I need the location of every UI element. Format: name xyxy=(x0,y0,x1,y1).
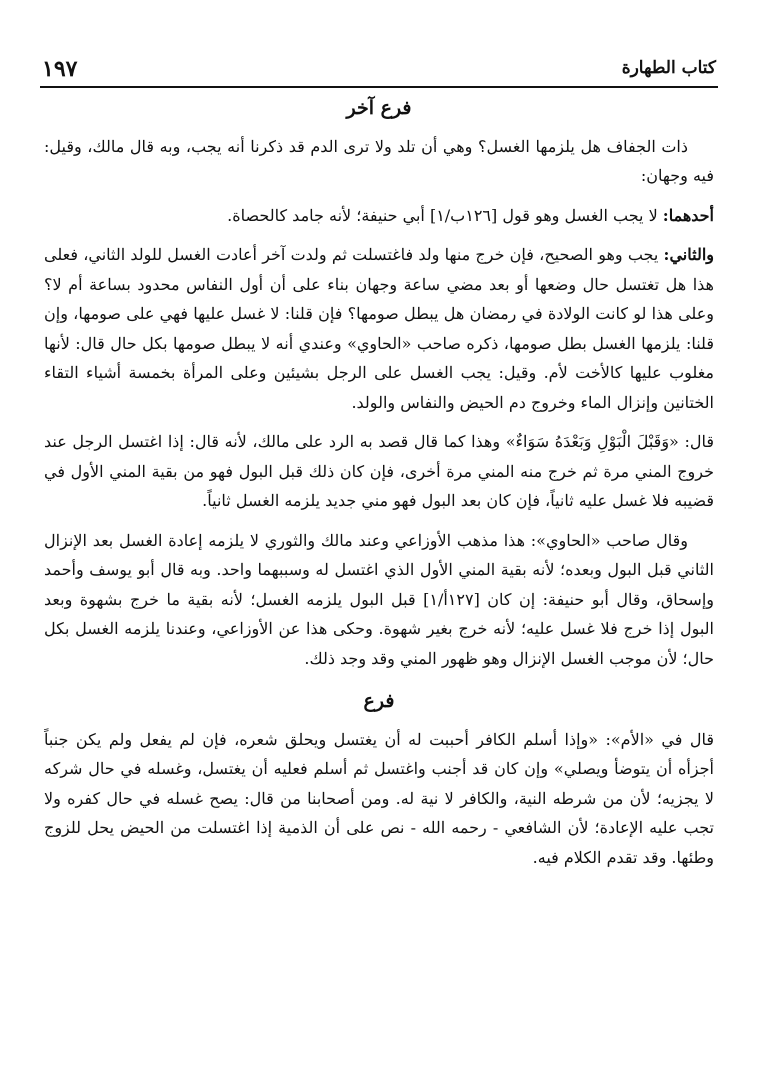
section-title-far-akhar: فرع آخر xyxy=(346,97,412,119)
paragraph-dry-birth: ذات الجفاف هل يلزمها الغسل؟ وهي أن تلد ولا ترى الدم قد ذكرنا أنه يجب، وبه قال مالك، وقيل: فيه وجهان: xyxy=(44,136,714,185)
paragraph-convert-ghusl: قال في «الأم»: «وإذا أسلم الكافر أحببت له أن يغتسل ويحلق شعره، فإن لم يفعل ولم يكن جنباً أجزأه أن يتوضأ ويصلي» وإن كان قد أجنب واغتسل ثم أسلم فعليه أن يغتسل، وغسله في حال شركه لا يجزيه؛ لأن من شرطه النية، والكافر لا نية له. ومن أصحابنا من قال: يصح غسله في حال كفره ولا تجب عليه الإعادة؛ لأن الشافعي - رحمه الله - نص على أن الذمية إذا اغتسلت من الحيض يحل للزوج وطئها. وقد تقدم الكلام فيه. xyxy=(44,729,714,867)
paragraph-first-view xyxy=(44,201,714,231)
paragraph-text: لا يجب الغسل وهو قول [١٢٦ب/١] أبي حنيفة؛ لأنه جامد كالحصاة. xyxy=(227,205,663,225)
paragraph-lead: أحدهما: xyxy=(662,205,714,225)
page-header xyxy=(40,52,718,88)
paragraph-hawi-opinion: وقال صاحب «الحاوي»: هذا مذهب الأوزاعي وعند مالك والثوري لا يلزمه إعادة الغسل بعد الإنزال الثاني قبل البول وبعده؛ لأنه بقية المني الأول الذي اغتسل له وسببهما واحد. وبه قال أبو يوسف وأحمد وإسحاق، وقال أبو حنيفة: إن كان [١٢٧أ/١] قبل البول يلزمه الغسل؛ لأنه بقية ما خرج بشهوة وبعد البول إذا خرج فلا غسل عليه؛ لأنه خرج بغير شهوة. وحكى هذا عن الأوزاعي، وعندنا يلزمه الغسل بكل حال؛ لأن موجب الغسل الإنزال وهو ظهور المني وقد وجد ذلك. xyxy=(44,530,715,668)
section-title-far: فرع xyxy=(363,690,395,712)
paragraph-second-view xyxy=(44,240,714,417)
page-body xyxy=(44,92,714,872)
running-title: كتاب الطهارة xyxy=(621,58,716,78)
page-number: ١٩٧ xyxy=(42,56,78,82)
paragraph-before-after-urination: قال: «وَقَبْلَ الْبَوْلِ وَبَعْدَهُ سَوَاءٌ» وهذا كما قال قصد به الرد على مالك، لأنه قال: إذا اغتسل الرجل عند خروج المني مرة ثم خرج منه المني مرة أخرى، فإن كان ذلك قبل البول فهو من بقية المني الأول في قضيبه فلا غسل عليه ثانياً، فإن كان بعد البول فهو مني جديد يلزمه الغسل ثانياً. xyxy=(44,432,714,510)
paragraph-lead: والثاني: xyxy=(663,245,714,264)
paragraph-text: يجب وهو الصحيح، فإن خرج منها ولد فاغتسلت ثم ولدت آخر أعادت الغسل للولد الثاني، فعلى هذا هل تغتسل حال وضعها أو بعد مضي ساعة وجهان بناء على أن أول النفاس محدود بساعة أم لا؟ وعلى هذا لو كانت الولادة في رمضان هل يبطل صومها؟ فإن قلنا: لا غسل عليها فهي على صومها، وإن قلنا: يلزمها الغسل بطل صومها، ذكره صاحب «الحاوي» وعندي أنه لا يبطل صومها بكل حال قال: لأنها مغلوب عليها كالأخت لأم. وقيل: يجب الغسل على الرجل بشيئين وعلى المرأة بخمسة أشياء التقاء الختانين وإنزال الماء وخروج دم الحيض والنفاس والولد. xyxy=(44,245,715,412)
